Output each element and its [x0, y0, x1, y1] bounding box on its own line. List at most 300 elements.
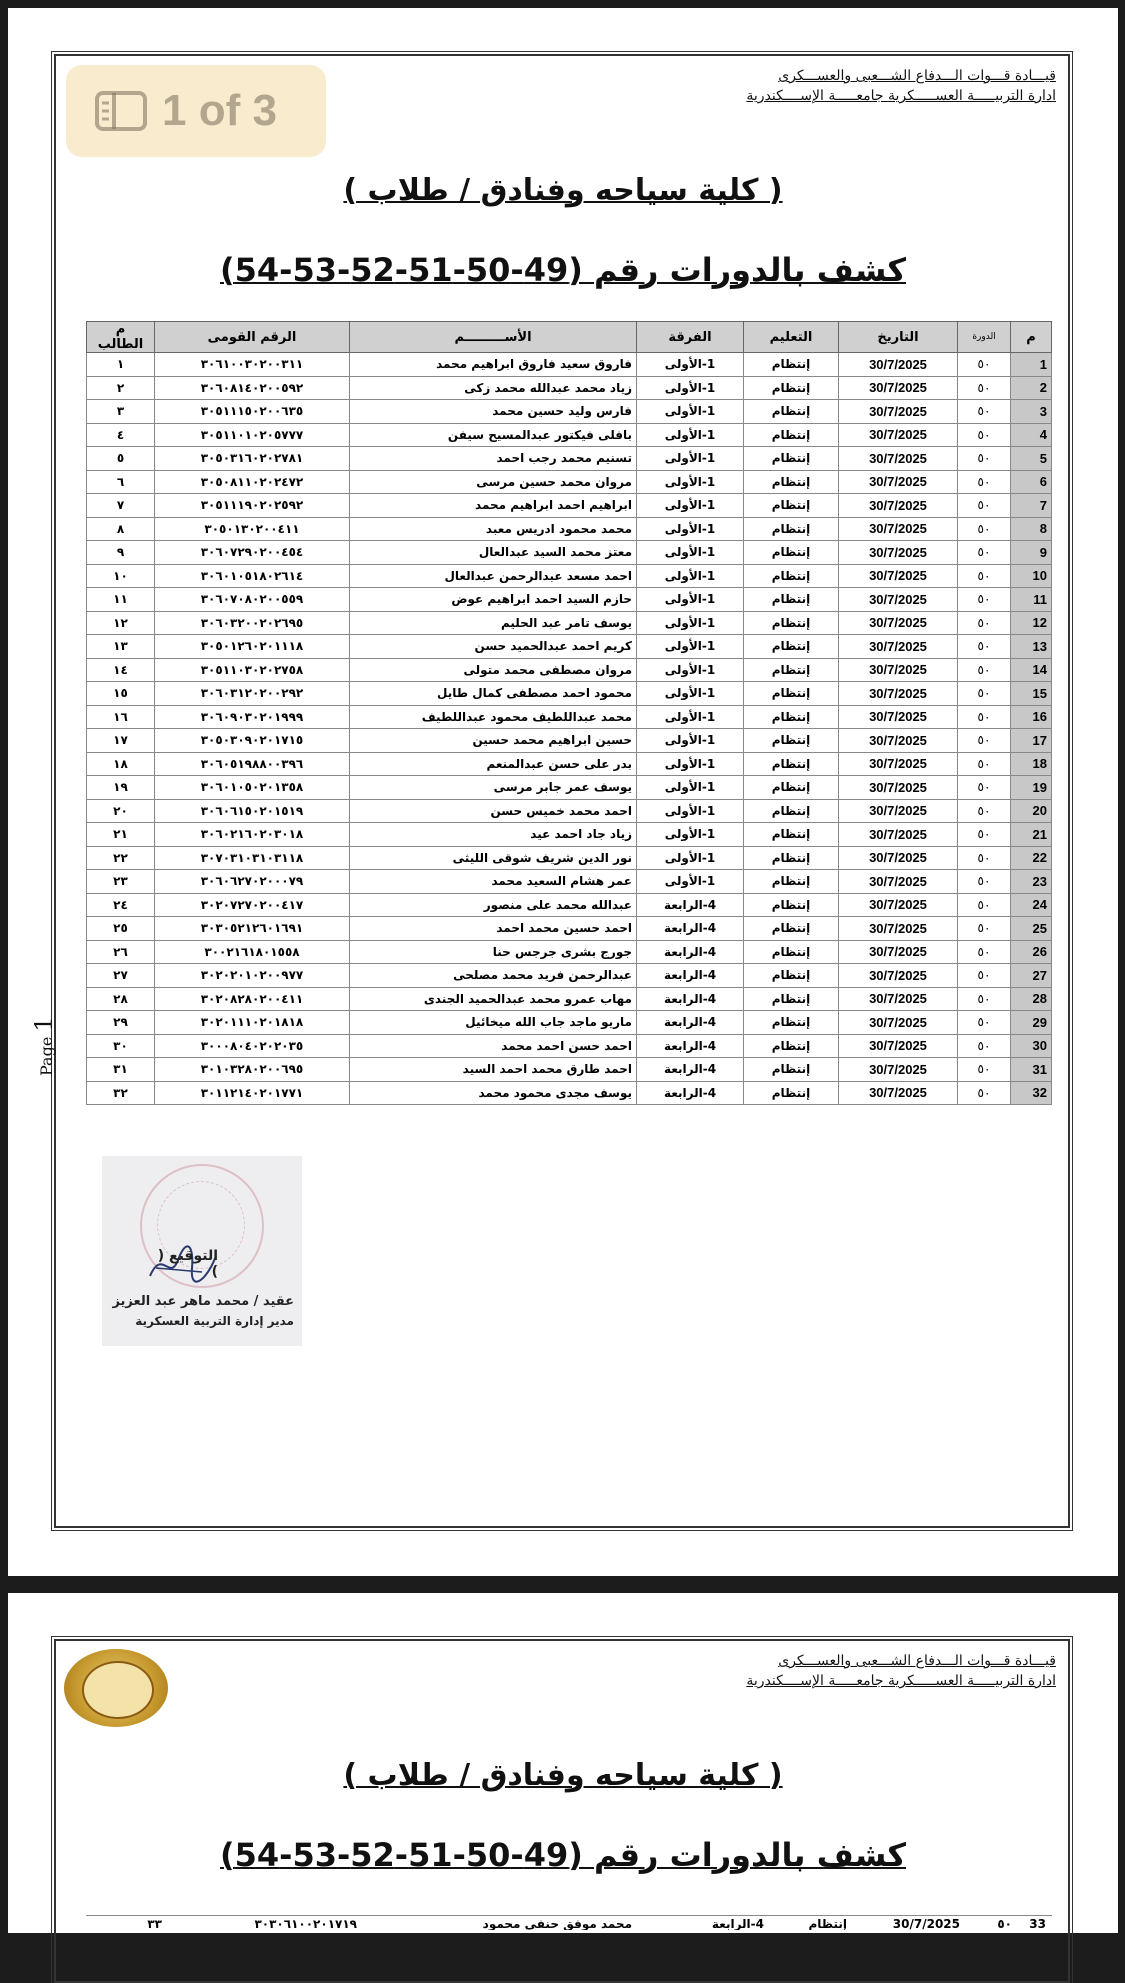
cell-national-id: ٣٠٦٠٧٢٩٠٢٠٠٤٥٤ [155, 541, 350, 565]
cell-m: 16 [1011, 705, 1052, 729]
cell-date: 30/7/2025 [839, 517, 958, 541]
cell-m: 4 [1011, 423, 1052, 447]
cell-education: إنتظام [744, 870, 839, 894]
cell-student-no: ٢٩ [87, 1011, 155, 1035]
cell-m: 18 [1011, 752, 1052, 776]
cell-education: إنتظام [744, 1058, 839, 1082]
cell-date: 30/7/2025 [839, 729, 958, 753]
cell-year: 1-الأولى [637, 447, 744, 471]
cell-education: إنتظام [744, 376, 839, 400]
cell-education: إنتظام [744, 705, 839, 729]
cell-date: 30/7/2025 [839, 494, 958, 518]
cell-course: ٥٠ [958, 987, 1011, 1011]
cell-course: ٥٠ [958, 635, 1011, 659]
cell-m: 24 [1011, 893, 1052, 917]
cell-year: 1-الأولى [637, 376, 744, 400]
cell-year: 1-الأولى [637, 400, 744, 424]
cell-date: 30/7/2025 [839, 682, 958, 706]
table-row [87, 447, 1052, 471]
cell-education: إنتظام [744, 940, 839, 964]
cell-name: نور الدين شريف شوقى الليثى [350, 846, 637, 870]
table-row [87, 517, 1052, 541]
cell-course: ٥٠ [958, 470, 1011, 494]
cell-date: 30/7/2025 [839, 1058, 958, 1082]
cell-date: 30/7/2025 [839, 423, 958, 447]
cell-student-no: ٢٧ [87, 964, 155, 988]
cell-m: 19 [1011, 776, 1052, 800]
cell-student-no: ٧ [87, 494, 155, 518]
signatory-role: مدير إدارة التربية العسكرية [135, 1314, 294, 1328]
cell-m: 23 [1011, 870, 1052, 894]
cell-year: 1-الأولى [637, 494, 744, 518]
cell-year: 4-الرابعة [711, 1917, 764, 1930]
cell-national-id: ٣٠٧٠٣١٠٣١٠٣١١٨ [155, 846, 350, 870]
table-row [87, 541, 1052, 565]
signature-label-line [102, 1248, 288, 1280]
cell-name: ابراهيم احمد ابراهيم محمد [350, 494, 637, 518]
page-indicator-label: 1 of 3 [162, 86, 277, 135]
cell-education: إنتظام [744, 635, 839, 659]
table-row [87, 940, 1052, 964]
cell-course: ٥٠ [958, 1011, 1011, 1035]
cell-course: ٥٠ [958, 729, 1011, 753]
cell-student-no: ٢٢ [87, 846, 155, 870]
cell-student-no: ٣ [87, 400, 155, 424]
cell-student-no: ١ [87, 353, 155, 377]
table-row [87, 423, 1052, 447]
cell-date: 30/7/2025 [839, 1011, 958, 1035]
cell-name: مروان مصطفى محمد متولى [350, 658, 637, 682]
table-row [87, 611, 1052, 635]
cell-course: ٥٠ [958, 823, 1011, 847]
cell-date: 30/7/2025 [839, 964, 958, 988]
cell-education: إنتظام [744, 846, 839, 870]
cell-date: 30/7/2025 [839, 635, 958, 659]
cell-national-id: ٣٠٥١١١٩٠٢٠٢٥٩٢ [155, 494, 350, 518]
cell-year: 1-الأولى [637, 517, 744, 541]
table-row [87, 729, 1052, 753]
cell-student-no: ٣٣ [147, 1917, 162, 1930]
cell-student-no: ٣٠ [87, 1034, 155, 1058]
cell-national-id: ٣٠٠٠٨٠٤٠٢٠٢٠٣٥ [155, 1034, 350, 1058]
table-row [87, 1081, 1052, 1105]
cell-name: يوسف مجدى محمود محمد [350, 1081, 637, 1105]
table-row [87, 658, 1052, 682]
cell-student-no: ١٤ [87, 658, 155, 682]
cell-student-no: ١٦ [87, 705, 155, 729]
cell-year: 1-الأولى [637, 752, 744, 776]
cell-date: 30/7/2025 [839, 776, 958, 800]
cell-national-id: ٣٠٦٠١٠٥٠٢٠١٣٥٨ [155, 776, 350, 800]
header-date: التاريخ [839, 322, 958, 353]
table-row [87, 353, 1052, 377]
signature-close: ) [211, 1264, 218, 1280]
header-name: الأســـــــــم [350, 322, 637, 353]
table-row [87, 1058, 1052, 1082]
cell-national-id: ٣٠٥٠١٢٦٠٢٠١١١٨ [155, 635, 350, 659]
cell-year: 1-الأولى [637, 635, 744, 659]
cell-course: ٥٠ [958, 1058, 1011, 1082]
cell-m: 29 [1011, 1011, 1052, 1035]
cell-m: 9 [1011, 541, 1052, 565]
table-row [87, 964, 1052, 988]
cell-student-no: ١٩ [87, 776, 155, 800]
cell-national-id: ٣٠١١٢١٤٠٢٠١٧٧١ [155, 1081, 350, 1105]
cell-student-no: ٢ [87, 376, 155, 400]
cell-name: جورج بشرى جرجس حنا [350, 940, 637, 964]
cell-year: 1-الأولى [637, 588, 744, 612]
cell-student-no: ٢٤ [87, 893, 155, 917]
table-header-row [87, 322, 1052, 353]
cell-year: 1-الأولى [637, 776, 744, 800]
cell-m: 27 [1011, 964, 1052, 988]
cell-national-id: ٣٠٢٠١١١٠٢٠١٨١٨ [155, 1011, 350, 1035]
cell-year: 4-الرابعة [637, 1011, 744, 1035]
cell-name: زياد جاد احمد عيد [350, 823, 637, 847]
cell-national-id: ٣٠١٠٣٢٨٠٢٠٠٦٩٥ [155, 1058, 350, 1082]
cell-student-no: ٩ [87, 541, 155, 565]
cell-name: بافلى فيكتور عبدالمسيح سيفن [350, 423, 637, 447]
cell-m: 32 [1011, 1081, 1052, 1105]
table-row [87, 870, 1052, 894]
org-line-2: ادارة التربيـــــة العســـــكرية جامعـــــة الإســــكندرية [746, 88, 1056, 104]
cell-education: إنتظام [744, 588, 839, 612]
org-header [746, 1651, 1056, 1691]
cell-national-id: ٣٠٥٠٣٠٩٠٢٠١٧١٥ [155, 729, 350, 753]
cell-date: 30/7/2025 [892, 1917, 960, 1930]
cell-national-id: ٣٠٦٠٩٠٣٠٢٠١٩٩٩ [155, 705, 350, 729]
cell-student-no: ٤ [87, 423, 155, 447]
header-student-no: م الطالب [87, 322, 155, 353]
org-line-2: ادارة التربيـــــة العســـــكرية جامعـــــة الإســــكندرية [746, 1673, 1056, 1689]
page-side-number: 1 [30, 1016, 58, 1032]
cell-education: إنتظام [744, 799, 839, 823]
cell-student-no: ٢٠ [87, 799, 155, 823]
cell-national-id: ٣٠٦٠٢١٦٠٢٠٣٠١٨ [155, 823, 350, 847]
cell-education: إنتظام [744, 987, 839, 1011]
cell-year: 1-الأولى [637, 682, 744, 706]
cell-course: ٥٠ [958, 376, 1011, 400]
cell-name: محمد عبداللطيف محمود عبداللطيف [350, 705, 637, 729]
cell-education: إنتظام [744, 470, 839, 494]
cell-national-id: ٣٠٢٠٢٠١٠٢٠٠٩٧٧ [155, 964, 350, 988]
cell-course: ٥٠ [958, 447, 1011, 471]
table-row [87, 799, 1052, 823]
cell-name: احمد حسين محمد احمد [350, 917, 637, 941]
cell-year: 1-الأولى [637, 564, 744, 588]
cell-education: إنتظام [744, 964, 839, 988]
cell-course: ٥٠ [958, 705, 1011, 729]
cell-year: 4-الرابعة [637, 1034, 744, 1058]
document-page-2 [8, 1593, 1118, 1933]
cell-date: 30/7/2025 [839, 940, 958, 964]
table-row [87, 1034, 1052, 1058]
cell-student-no: ٢١ [87, 823, 155, 847]
cell-m: 31 [1011, 1058, 1052, 1082]
cell-date: 30/7/2025 [839, 823, 958, 847]
cell-date: 30/7/2025 [839, 400, 958, 424]
cell-year: 4-الرابعة [637, 917, 744, 941]
table-row [87, 917, 1052, 941]
cell-student-no: ١٨ [87, 752, 155, 776]
cell-national-id: ٣٠٦٠١٠٥١٨٠٢٦١٤ [155, 564, 350, 588]
cell-m: 14 [1011, 658, 1052, 682]
cell-education: إنتظام [808, 1917, 847, 1930]
cell-national-id: ٣٠٥١١١٥٠٢٠٠٦٣٥ [155, 400, 350, 424]
cell-student-no: ١٠ [87, 564, 155, 588]
header-m: م [1011, 322, 1052, 353]
cell-m: 33 [1029, 1917, 1046, 1930]
table-row [87, 635, 1052, 659]
cell-education: إنتظام [744, 423, 839, 447]
cell-date: 30/7/2025 [839, 752, 958, 776]
cell-course: ٥٠ [958, 776, 1011, 800]
table-row [87, 776, 1052, 800]
cell-name: عبدالله محمد على منصور [350, 893, 637, 917]
cell-m: 1 [1011, 353, 1052, 377]
cell-year: 1-الأولى [637, 729, 744, 753]
cell-name: مهاب عمرو محمد عبدالحميد الجندى [350, 987, 637, 1011]
page-indicator-badge[interactable] [66, 65, 326, 157]
cell-name: محمد محمود ادريس معبد [350, 517, 637, 541]
cell-education: إنتظام [744, 400, 839, 424]
table-row-partial [86, 1915, 1052, 1930]
table-row [87, 494, 1052, 518]
cell-date: 30/7/2025 [839, 353, 958, 377]
cell-m: 17 [1011, 729, 1052, 753]
cell-name: احمد مسعد عبدالرحمن عبدالعال [350, 564, 637, 588]
cell-course: ٥٠ [958, 611, 1011, 635]
cell-date: 30/7/2025 [839, 588, 958, 612]
cell-education: إنتظام [744, 729, 839, 753]
cell-name: تسنيم محمد رجب احمد [350, 447, 637, 471]
cell-year: 1-الأولى [637, 611, 744, 635]
table-row [87, 470, 1052, 494]
cell-national-id: ٣٠٦٠٦٢٧٠٢٠٠٠٧٩ [155, 870, 350, 894]
cell-year: 1-الأولى [637, 658, 744, 682]
cell-name: محمد موفق حنفى محمود [482, 1917, 632, 1930]
cell-year: 1-الأولى [637, 799, 744, 823]
table-row [87, 893, 1052, 917]
header-course: الدورة [958, 322, 1011, 353]
cell-student-no: ٥ [87, 447, 155, 471]
document-subtitle: كشف بالدورات رقم (49-50-51-52-53-54) [220, 251, 906, 289]
cell-m: 6 [1011, 470, 1052, 494]
cell-year: 4-الرابعة [637, 987, 744, 1011]
cell-year: 4-الرابعة [637, 1081, 744, 1105]
cell-name: حسين ابراهيم محمد حسين [350, 729, 637, 753]
table-row [87, 705, 1052, 729]
cell-year: 1-الأولى [637, 846, 744, 870]
cell-education: إنتظام [744, 682, 839, 706]
cell-course: ٥٠ [958, 423, 1011, 447]
cell-year: 1-الأولى [637, 705, 744, 729]
cell-national-id: ٣٠٥١١٠٣٠٢٠٢٧٥٨ [155, 658, 350, 682]
cell-name: زياد محمد عبدالله محمد زكى [350, 376, 637, 400]
cell-course: ٥٠ [958, 400, 1011, 424]
cell-name: احمد محمد خميس حسن [350, 799, 637, 823]
cell-education: إنتظام [744, 611, 839, 635]
cell-education: إنتظام [744, 494, 839, 518]
cell-date: 30/7/2025 [839, 987, 958, 1011]
student-roster-table [86, 321, 1052, 1105]
cell-m: 10 [1011, 564, 1052, 588]
cell-student-no: ٦ [87, 470, 155, 494]
cell-year: 1-الأولى [637, 823, 744, 847]
cell-date: 30/7/2025 [839, 658, 958, 682]
document-title: ( كلية سياحه وفنادق / طلاب ) [343, 1758, 783, 1793]
cell-name: عمر هشام السعيد محمد [350, 870, 637, 894]
cell-date: 30/7/2025 [839, 611, 958, 635]
table-row [87, 564, 1052, 588]
cell-student-no: ٣١ [87, 1058, 155, 1082]
cell-m: 2 [1011, 376, 1052, 400]
cell-date: 30/7/2025 [839, 799, 958, 823]
cell-national-id: ٣٠٦١٠٠٣٠٢٠٠٣١١ [155, 353, 350, 377]
cell-national-id: ٣٠٢٠٧٢٧٠٢٠٠٤١٧ [155, 893, 350, 917]
cell-date: 30/7/2025 [839, 564, 958, 588]
cell-course: ٥٠ [958, 752, 1011, 776]
cell-student-no: ١١ [87, 588, 155, 612]
signature-label: التوقيع ( [157, 1248, 218, 1264]
cell-national-id: ٣٠٦٠٣٢٠٠٢٠٢٦٩٥ [155, 611, 350, 635]
org-line-1: قيـــادة قـــوات الـــدفاع الشـــعبى والعســـكرى [778, 1653, 1056, 1669]
cell-student-no: ٢٨ [87, 987, 155, 1011]
page-side-prefix: Page [37, 1036, 56, 1076]
cell-m: 12 [1011, 611, 1052, 635]
document-title: ( كلية سياحه وفنادق / طلاب ) [343, 173, 783, 208]
cell-national-id: ٣٠٦٠٨١٤٠٢٠٠٥٩٢ [155, 376, 350, 400]
cell-education: إنتظام [744, 564, 839, 588]
cell-name: ماريو ماجد جاب الله ميخائيل [350, 1011, 637, 1035]
table-row [87, 823, 1052, 847]
cell-course: ٥٠ [958, 1034, 1011, 1058]
cell-m: 30 [1011, 1034, 1052, 1058]
table-body [87, 353, 1052, 1105]
cell-student-no: ٢٦ [87, 940, 155, 964]
signature-block [102, 1156, 302, 1346]
document-subtitle: كشف بالدورات رقم (49-50-51-52-53-54) [220, 1836, 906, 1874]
cell-date: 30/7/2025 [839, 1081, 958, 1105]
cell-student-no: ١٣ [87, 635, 155, 659]
cell-national-id: ٣٠٦٠٦١٥٠٢٠١٥١٩ [155, 799, 350, 823]
cell-course: ٥٠ [958, 940, 1011, 964]
cell-name: يوسف عمر جابر مرسى [350, 776, 637, 800]
cell-education: إنتظام [744, 823, 839, 847]
cell-name: يوسف تامر عبد الحليم [350, 611, 637, 635]
cell-m: 28 [1011, 987, 1052, 1011]
cell-course: ٥٠ [958, 870, 1011, 894]
cell-education: إنتظام [744, 1081, 839, 1105]
cell-national-id: ٣٠٣٠٥٢١٢٦٠١٦٩١ [155, 917, 350, 941]
cell-year: 1-الأولى [637, 470, 744, 494]
cell-education: إنتظام [744, 752, 839, 776]
table-row [87, 588, 1052, 612]
cell-name: احمد حسن احمد محمد [350, 1034, 637, 1058]
header-national-id: الرقم القومى [155, 322, 350, 353]
header-year: الفرقة [637, 322, 744, 353]
table-row [87, 682, 1052, 706]
cell-course: ٥٠ [958, 541, 1011, 565]
cell-m: 3 [1011, 400, 1052, 424]
emblem-logo [64, 1649, 168, 1727]
table-row [87, 846, 1052, 870]
cell-national-id: ٣٠٠٢١٦١٨٠١٥٥٨ [155, 940, 350, 964]
cell-education: إنتظام [744, 917, 839, 941]
cell-student-no: ١٥ [87, 682, 155, 706]
signatory-name: عقيد / محمد ماهر عبد العزيز [112, 1294, 294, 1309]
cell-course: ٥٠ [958, 517, 1011, 541]
cell-education: إنتظام [744, 447, 839, 471]
cell-national-id: ٣٠٥٠١٣٠٢٠٠٤١١ [155, 517, 350, 541]
cell-course: ٥٠ [958, 658, 1011, 682]
cell-course: ٥٠ [958, 353, 1011, 377]
cell-date: 30/7/2025 [839, 541, 958, 565]
cell-m: 22 [1011, 846, 1052, 870]
cell-national-id: ٣٠٦٠٥١٩٨٨٠٠٣٩٦ [155, 752, 350, 776]
cell-date: 30/7/2025 [839, 447, 958, 471]
cell-education: إنتظام [744, 541, 839, 565]
cell-national-id: ٣٠٣٠٦١٠٠٢٠١٧١٩ [254, 1917, 357, 1930]
cell-m: 26 [1011, 940, 1052, 964]
cell-name: احمد طارق محمد احمد السيد [350, 1058, 637, 1082]
cell-year: 1-الأولى [637, 353, 744, 377]
cell-education: إنتظام [744, 517, 839, 541]
cell-student-no: ٢٥ [87, 917, 155, 941]
cell-student-no: ٣٢ [87, 1081, 155, 1105]
table-row [87, 752, 1052, 776]
cell-m: 15 [1011, 682, 1052, 706]
cell-name: فاروق سعيد فاروق ابراهيم محمد [350, 353, 637, 377]
cell-course: ٥٠ [958, 1081, 1011, 1105]
cell-education: إنتظام [744, 776, 839, 800]
cell-student-no: ١٧ [87, 729, 155, 753]
cell-year: 4-الرابعة [637, 893, 744, 917]
page-side-label [30, 1016, 58, 1076]
cell-education: إنتظام [744, 1011, 839, 1035]
cell-student-no: ٨ [87, 517, 155, 541]
cell-course: ٥٠ [958, 799, 1011, 823]
cell-national-id: ٣٠٥٠٣١٦٠٢٠٢٧٨١ [155, 447, 350, 471]
cell-date: 30/7/2025 [839, 376, 958, 400]
cell-course: ٥٠ [958, 494, 1011, 518]
cell-date: 30/7/2025 [839, 846, 958, 870]
cell-m: 7 [1011, 494, 1052, 518]
cell-m: 8 [1011, 517, 1052, 541]
cell-education: إنتظام [744, 353, 839, 377]
cell-name: مروان محمد حسين مرسى [350, 470, 637, 494]
cell-national-id: ٣٠٥١١٠١٠٢٠٥٧٧٧ [155, 423, 350, 447]
cell-date: 30/7/2025 [839, 705, 958, 729]
cell-year: 1-الأولى [637, 541, 744, 565]
cell-date: 30/7/2025 [839, 893, 958, 917]
cell-education: إنتظام [744, 1034, 839, 1058]
cell-name: بدر على حسن عبدالمنعم [350, 752, 637, 776]
cell-m: 13 [1011, 635, 1052, 659]
cell-course: ٥٠ [958, 564, 1011, 588]
cell-education: إنتظام [744, 893, 839, 917]
sidebar-icon[interactable] [94, 90, 148, 132]
cell-year: 4-الرابعة [637, 964, 744, 988]
cell-name: حازم السيد احمد ابراهيم عوض [350, 588, 637, 612]
cell-m: 20 [1011, 799, 1052, 823]
cell-m: 5 [1011, 447, 1052, 471]
table-row [87, 400, 1052, 424]
cell-m: 11 [1011, 588, 1052, 612]
cell-year: 4-الرابعة [637, 940, 744, 964]
cell-year: 4-الرابعة [637, 1058, 744, 1082]
cell-course: ٥٠ [958, 893, 1011, 917]
